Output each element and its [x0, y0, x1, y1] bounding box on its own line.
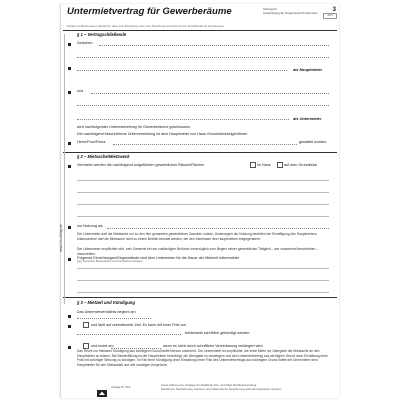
marker-bullet: [68, 258, 71, 261]
form-year-box: 2016: [323, 13, 337, 19]
beginn-label: Das Untermietverhältnis beginnt am: [77, 310, 136, 314]
section-3-heading: § 3 – Mietzeit und Kündigung: [77, 300, 135, 305]
im-haus-label: im Haus: [257, 163, 271, 167]
hauptmieter-label: als Hauptmieter: [293, 67, 323, 72]
marker-bullet: [68, 346, 71, 349]
footer-line-2: Nachdruck, Nachahmung, Kopieren und elektronische Speicherung auch auszugsweise verboten.: [161, 386, 283, 391]
nutzung-field[interactable]: [107, 228, 329, 229]
untermieter-name-field[interactable]: [91, 93, 329, 94]
eigentuemer-label: Herrn/Frau/Firma: [77, 140, 106, 144]
sentence-untervermietung: Die nachfolgend beschriebene Untervermietung ist dem Hauptmieter von Haus-/Grundstückseigentümer: [77, 132, 248, 136]
marker-bullet: [68, 226, 71, 229]
einrichtungen-field-3[interactable]: [77, 292, 329, 293]
publisher-number: Verlags-Nr. 519: [111, 385, 131, 389]
beginn-date-field[interactable]: [77, 318, 151, 319]
section-divider: [63, 297, 337, 298]
vermietet-label: Vermietet werden die nachfolgend aufgeführten gewerblichen Räume/Flächen: [77, 163, 205, 167]
marker-bullet: [68, 165, 71, 168]
raeume-field-4[interactable]: [77, 216, 329, 217]
endet-label: und endet am: [91, 344, 114, 348]
header-line-1: Vertrag für: [263, 7, 278, 11]
marker-bullet: [68, 43, 71, 46]
einrichtungen-field-1[interactable]: [77, 268, 329, 269]
section-1-heading: § 1 – Vertragschließende: [77, 32, 127, 37]
publisher-logo-icon: [97, 384, 107, 391]
einrichtungen-label: Folgende Einrichtungen/Gegenstände sind dem Untermieter für die Dauer der Mietzeit mitvermietet: [77, 256, 239, 260]
eigentuemer-field[interactable]: [113, 144, 297, 145]
marker-bullet: [68, 67, 71, 70]
header-info: [263, 7, 321, 15]
gewerbe-paragraph: Der Untermieter verpflichtet sich, sein Gewerbe bei der zuständigen Behörde unverzüglich zum Beginn seiner gewerblichen Tätigkeit – wie vorstehend beschrieben – anzumelden.: [77, 247, 319, 256]
document-title: Untermietvertrag für Gewerberäume: [67, 6, 232, 17]
beiderseits-label: beiderseits schriftlich gekündigt werden.: [185, 331, 251, 335]
hauptmieter-name-field[interactable]: [99, 45, 329, 46]
raeume-field-2[interactable]: [77, 192, 329, 193]
marker-bullet: [68, 325, 71, 328]
und-label: und: [77, 89, 84, 93]
nutzung-paragraph: Der Untermieter darf die Mietsache nur zu den hier genannten gewerblichen Zwecken nutzen. Änderungen der Nutzung bedürfen der Einwilligung des Hauptmieters. Insbesondere darf die Mietsache nicht zu einem Betrieb benutzt werden, der den Interessen des Hauptmieters entgegensteht.: [77, 232, 318, 241]
kuendigungsfrist-field[interactable]: [77, 334, 181, 335]
raeume-field-1[interactable]: [77, 180, 329, 181]
einrichtungen-hint: (ggf. besondere Bestandsliste und Inventarliste beifügen): [77, 260, 143, 263]
marker-bullet: [68, 91, 71, 94]
section-divider: [63, 30, 337, 31]
gestattet-label: gestattet worden.: [299, 140, 328, 144]
checkbox-grundstueck[interactable]: [277, 162, 283, 168]
contract-page: [60, 4, 339, 398]
section-2-heading: § 2 – Mietsache/Mietzweck: [77, 154, 130, 159]
checkbox-unbefristet[interactable]: [83, 322, 89, 328]
hauptmieter-address-field-2[interactable]: [77, 70, 287, 71]
kuendigung-paragraph: Das Recht zur fristlosen Kündigung aus wichtigem Grund bleibt hiervon unberührt. Der Untermieter ist verpflichtet, die erste Miete vor Übergabe der Mietsache an den Hauptmieter zu leisten. Bei Nichterfüllung ist der Hauptmieter berechtigt, die Übergabe zu verweigern und den Untermietvertrag aus wichtigem Grund ohne Einhaltung einer Frist mit sofortiger Wirkung zu kündigen. Im Fall einer Kündigung ohne Einhaltung einer Frist des Untermietvertrags aus wichtigem Grund haftet der Untermieter dem Hauptmieter für den Mietausfall und alle sonstigen Ansprüche.: [77, 349, 328, 367]
raeume-field-3[interactable]: [77, 204, 329, 205]
verlaengert-label: wenn es nicht durch schriftliche Vereinbarung verlängert wird.: [163, 344, 264, 348]
einrichtungen-field-2[interactable]: [77, 280, 329, 281]
marker-bullet: [68, 142, 71, 145]
untermieter-label: als Untermieter: [293, 116, 322, 121]
margin-rule: [64, 34, 65, 304]
header-line-2: Ausfertigung für Hauptmieter/Untermieter: [263, 11, 318, 15]
untermieter-address-field-2[interactable]: [77, 119, 289, 120]
zwischen-label: Zwischen: [77, 41, 93, 45]
checkbox-im-haus[interactable]: [250, 162, 256, 168]
instruction-note: Punkte am Rand weisen darauf hin, dass eine Eintragung oder eine Streichung vorzunehmen ist. Zutreffendes ist anzukreuzen.: [67, 24, 225, 28]
nutzung-label: zur Nutzung als: [77, 224, 103, 228]
untermieter-address-field[interactable]: [77, 105, 329, 106]
footer: [161, 384, 331, 391]
unbefristet-label: und läuft auf unbestimmte Zeit. Es kann mit einer Frist von: [91, 323, 187, 327]
publisher-side-text: www.rnk-verlag.de: [59, 224, 63, 252]
section-divider: [63, 152, 337, 153]
form-number: 3: [332, 7, 336, 13]
grundstueck-label: auf dem Grundstück: [284, 163, 318, 167]
hauptmieter-address-field[interactable]: [77, 57, 329, 58]
footer-line-1: Keine Haftung des Verlages für inhaltliche bzw. unrichtige Rechtsanwendung.: [161, 383, 257, 387]
marker-bullet: [68, 315, 71, 318]
sentence-geschlossen: wird nachfolgender Untermietvertrag für Gewerberäume geschlossen.: [77, 125, 191, 129]
